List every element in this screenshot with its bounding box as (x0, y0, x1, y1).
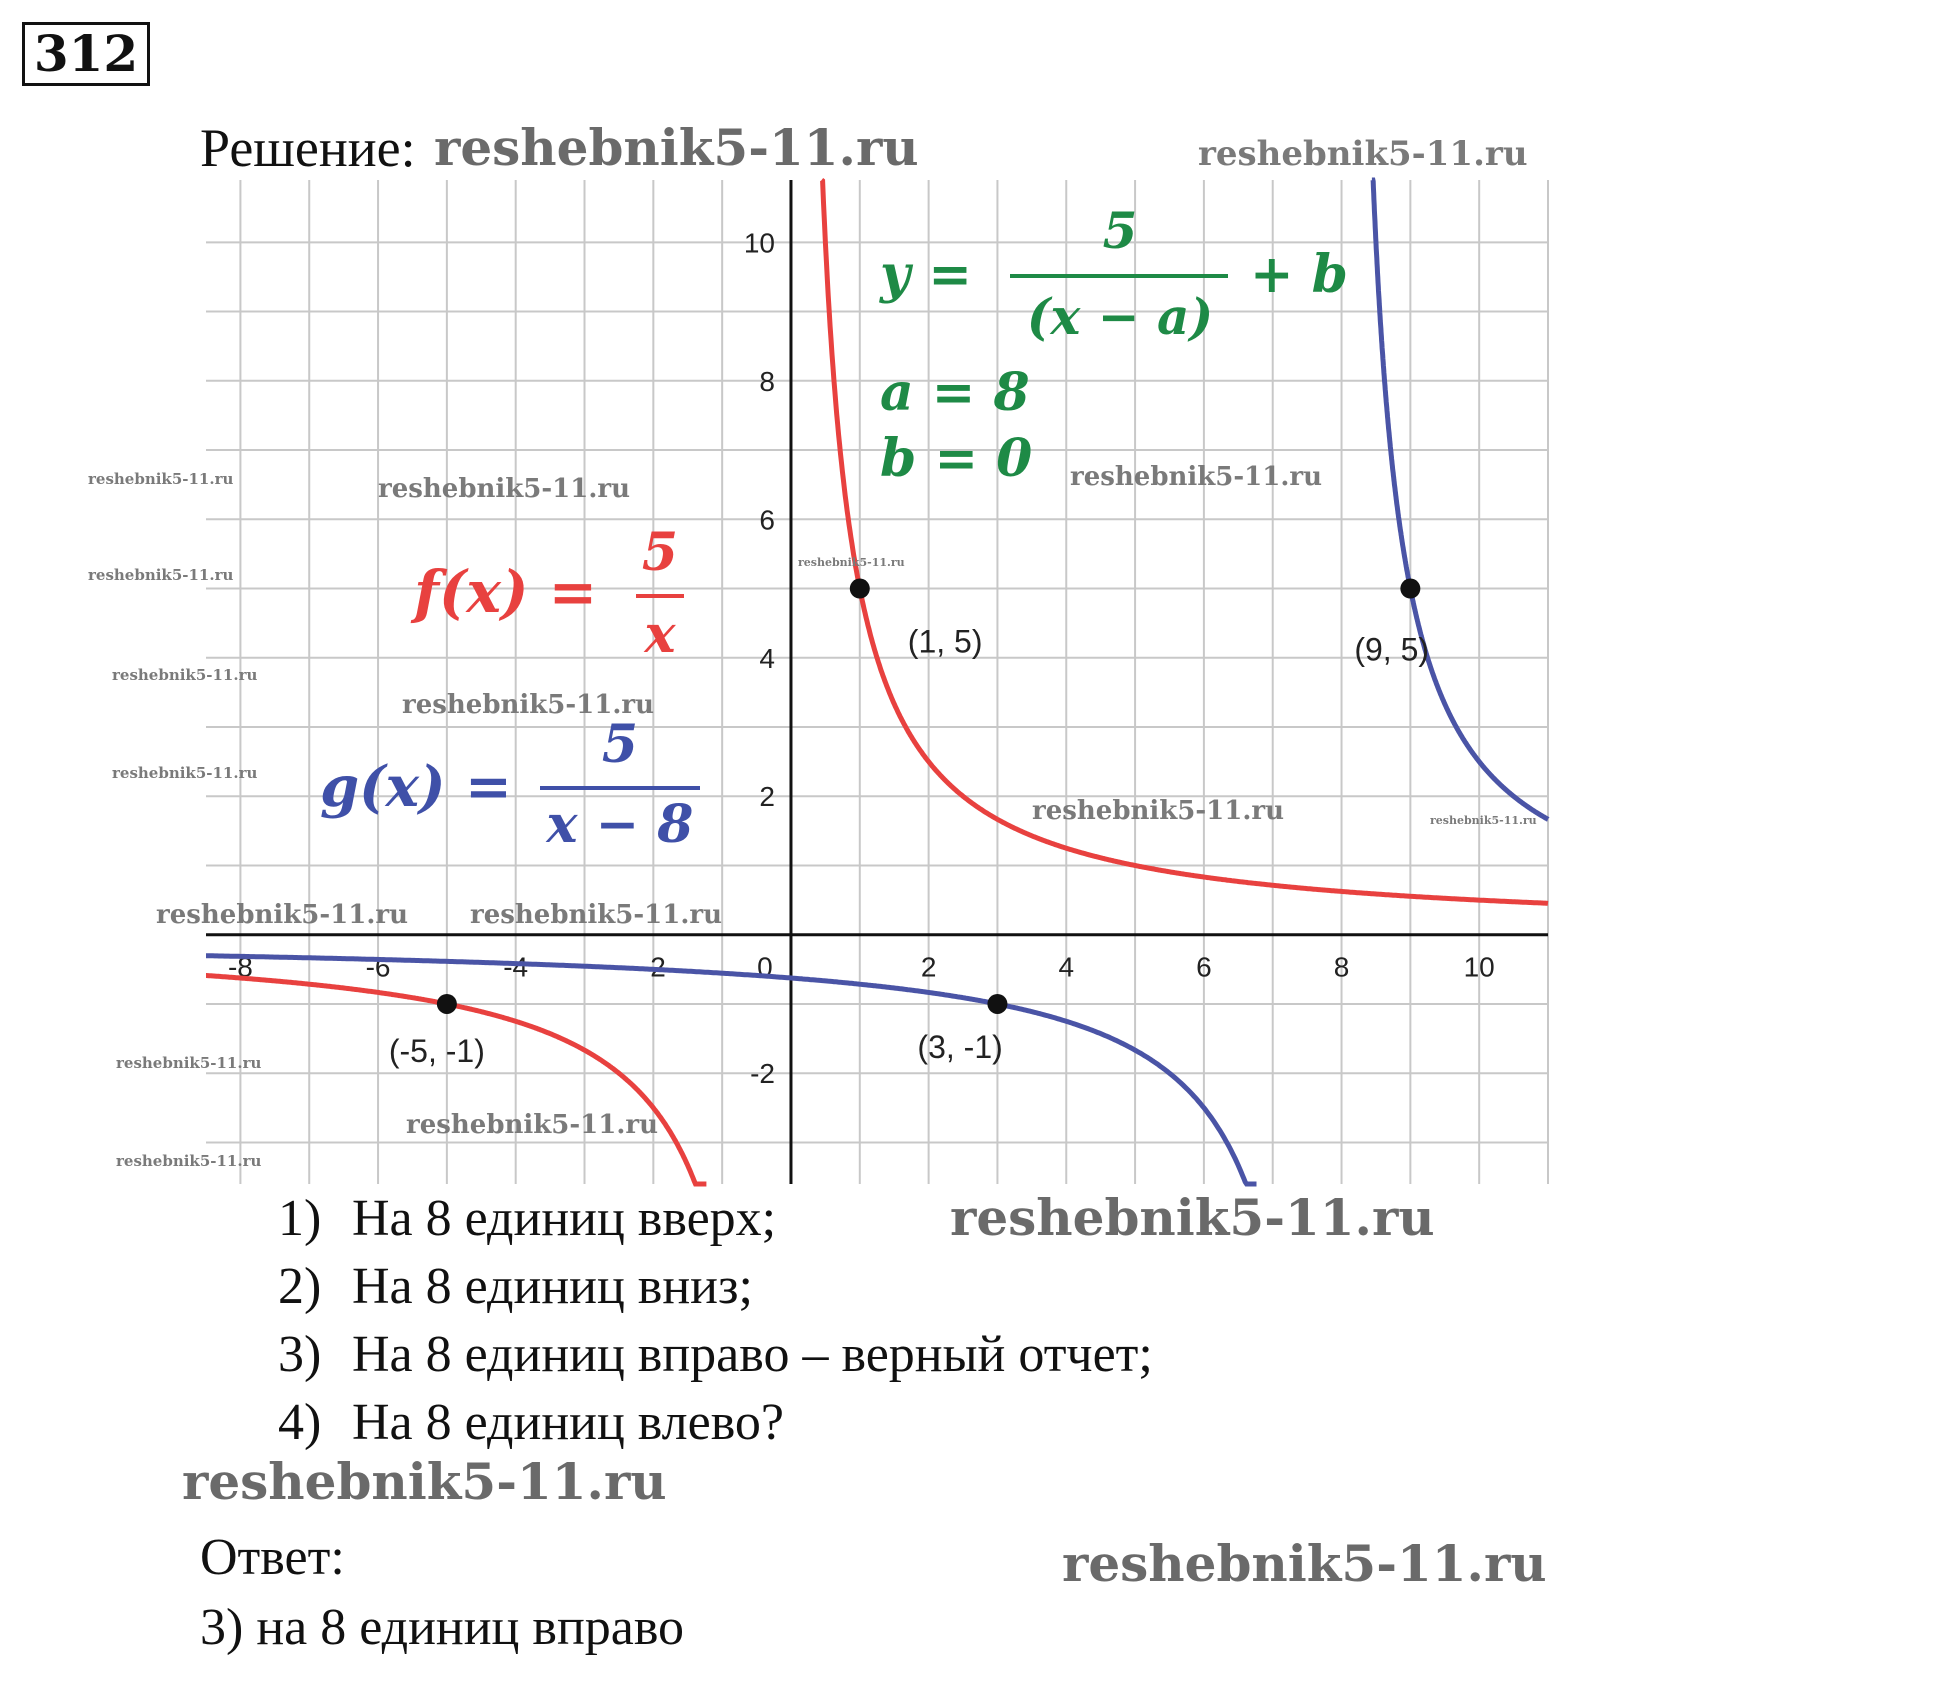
option-number: 1) (278, 1190, 322, 1247)
watermark: reshebnik5-11.ru (434, 118, 919, 177)
g-formula-numerator: 5 (601, 714, 639, 775)
point-label: (1, 5) (907, 623, 983, 660)
watermark: reshebnik5-11.ru (470, 900, 723, 930)
watermark: reshebnik5-11.ru (88, 566, 234, 584)
x-tick-label: -2 (640, 951, 666, 983)
watermark: reshebnik5-11.ru (116, 1054, 262, 1072)
general-formula-lhs: y = (880, 244, 972, 305)
g-formula-denominator: x − 8 (546, 794, 694, 855)
watermark: reshebnik5-11.ru (88, 470, 234, 488)
watermark: reshebnik5-11.ru (1198, 134, 1528, 174)
point-marker (437, 994, 457, 1014)
general-formula-tail: + b (1250, 244, 1349, 305)
answer-label: Ответ: (200, 1529, 345, 1586)
y-tick-label: 6 (759, 504, 775, 536)
watermark: reshebnik5-11.ru (1430, 814, 1537, 827)
y-tick-label: 8 (759, 365, 775, 397)
watermark: reshebnik5-11.ru (1032, 796, 1285, 826)
x-tick-label: 6 (1196, 951, 1212, 983)
watermark: reshebnik5-11.ru (378, 474, 631, 504)
option-number: 3) (278, 1326, 322, 1383)
y-tick-label: 4 (759, 642, 775, 674)
watermark: reshebnik5-11.ru (1070, 462, 1323, 492)
y-tick-label: 10 (743, 227, 775, 259)
watermark: reshebnik5-11.ru (116, 1152, 262, 1170)
option-number: 2) (278, 1258, 322, 1315)
f-formula-numerator: 5 (641, 522, 679, 583)
x-tick-label: 4 (1058, 951, 1075, 983)
watermark: reshebnik5-11.ru (112, 764, 258, 782)
task-number: 312 (22, 22, 150, 86)
general-formula-numerator: 5 (1102, 201, 1138, 260)
answer-text: 3) на 8 единиц вправо (200, 1599, 685, 1656)
x-tick-label: 0 (757, 951, 773, 983)
formulas (320, 201, 1348, 855)
parameter-b: b = 0 (880, 428, 1033, 489)
point-marker (987, 994, 1007, 1014)
x-tick-label: -6 (365, 951, 391, 983)
x-tick-label: 8 (1333, 951, 1350, 983)
watermark: reshebnik5-11.ru (156, 900, 409, 930)
watermark: reshebnik5-11.ru (406, 1110, 659, 1140)
general-formula-denominator: (x − a) (1026, 287, 1214, 346)
option-number: 4) (278, 1394, 322, 1451)
option-text: На 8 единиц влево? (352, 1394, 784, 1451)
point-label: (9, 5) (1354, 631, 1430, 668)
point-label: (3, -1) (917, 1028, 1003, 1065)
x-tick-label: 10 (1463, 951, 1495, 983)
x-tick-label: -4 (503, 951, 529, 983)
option-text: На 8 единиц вправо – верный отчет; (352, 1326, 1153, 1383)
f-formula-denominator: x (644, 604, 676, 665)
f-formula-lhs: f(x) = (414, 558, 598, 626)
option-text: На 8 единиц вниз; (352, 1258, 753, 1315)
watermark: reshebnik5-11.ru (950, 1188, 1435, 1247)
x-tick-label: 2 (920, 951, 937, 983)
watermark: reshebnik5-11.ru (402, 690, 655, 720)
y-tick-label: -2 (750, 1058, 775, 1090)
g-formula-lhs: g(x) = (320, 754, 512, 820)
point-marker (850, 579, 870, 599)
point-marker (1400, 579, 1420, 599)
parameter-a: a = 8 (880, 362, 1030, 423)
watermark: reshebnik5-11.ru (798, 556, 905, 569)
solution-label: Решение: (200, 118, 416, 178)
point-label: (-5, -1) (388, 1032, 485, 1069)
watermark: reshebnik5-11.ru (182, 1452, 667, 1511)
option-text: На 8 единиц вверх; (352, 1190, 777, 1247)
curve-gx (1372, 180, 1548, 819)
y-tick-label: 2 (759, 781, 775, 813)
watermark: reshebnik5-11.ru (1062, 1534, 1547, 1593)
x-tick-label: -8 (227, 951, 253, 983)
watermark: reshebnik5-11.ru (112, 666, 258, 684)
